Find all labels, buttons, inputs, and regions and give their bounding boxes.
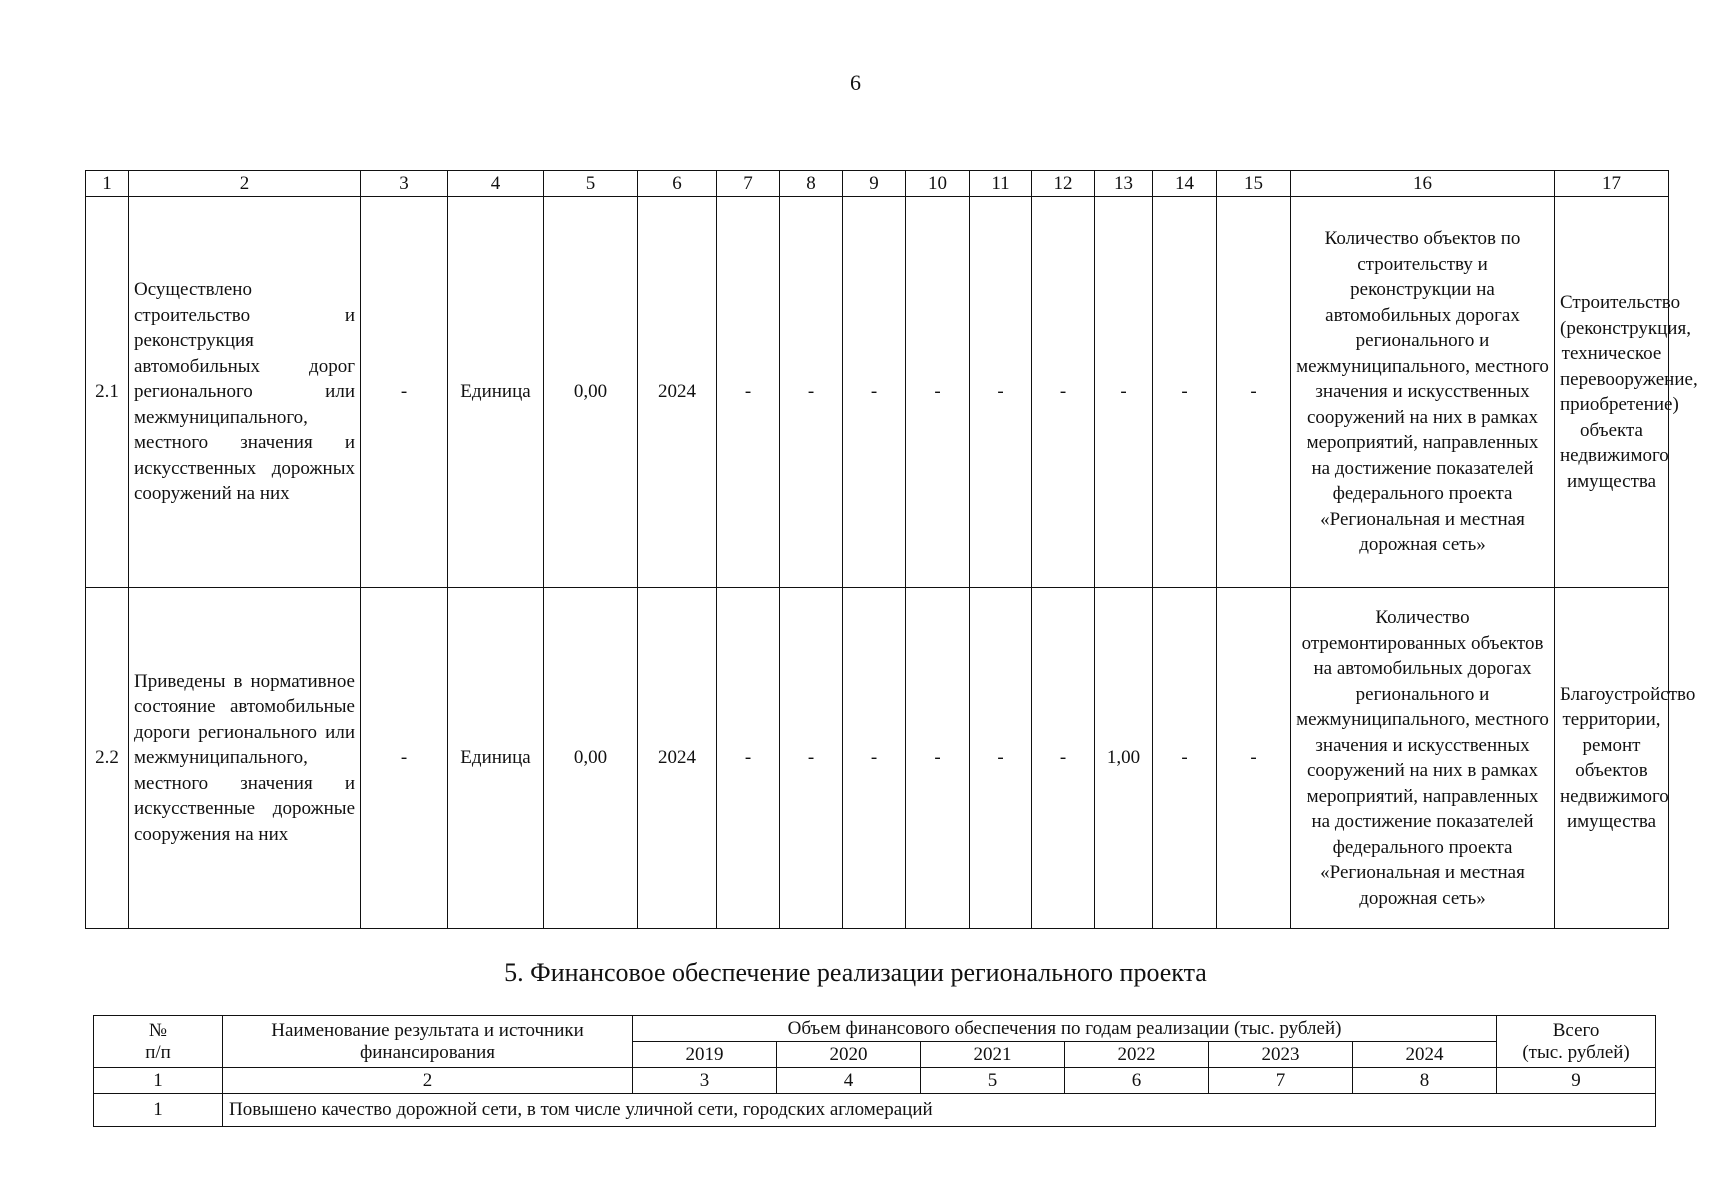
header-number-line2: п/п xyxy=(145,1041,171,1063)
year-header: 2020 xyxy=(777,1042,921,1068)
cell-col14: - xyxy=(1153,588,1217,929)
result-name: Приведены в нормативное состояние автомобильные дороги регионального или межмуниципального, местного значения и искусственные дорожные сооружения на них xyxy=(129,588,361,929)
cell-col9: - xyxy=(843,588,906,929)
cell-col13: - xyxy=(1095,197,1153,588)
column-number: 6 xyxy=(638,171,717,197)
column-number: 17 xyxy=(1555,171,1669,197)
year-header: 2022 xyxy=(1065,1042,1209,1068)
indicators-table xyxy=(85,170,1698,929)
cell-col7: - xyxy=(717,197,780,588)
header-result-line2: финансирования xyxy=(359,1041,496,1063)
column-number: 2 xyxy=(223,1068,633,1094)
column-number: 15 xyxy=(1217,171,1291,197)
row-number: 1 xyxy=(94,1094,223,1127)
characteristic-cell: Количество объектов по строительству и реконструкции на автомобильных дорогах регионального и межмуниципального, местного значения и искусственных сооружений на них в рамках мероприятий, направленных на достижение показателей федерального проекта «Региональная и местная дорожная сеть» xyxy=(1291,197,1555,588)
cell-col14: - xyxy=(1153,197,1217,588)
year-header: 2021 xyxy=(921,1042,1065,1068)
column-number: 6 xyxy=(1065,1068,1209,1094)
base-value-cell: 0,00 xyxy=(544,197,638,588)
unit-cell: Единица xyxy=(448,588,544,929)
type-cell: Благоустройство территории, ремонт объектов недвижимого имущества xyxy=(1555,588,1669,929)
column-number: 11 xyxy=(970,171,1032,197)
base-value-cell: 0,00 xyxy=(544,588,638,929)
unit-cell: Единица xyxy=(448,197,544,588)
header-result-name xyxy=(223,1016,633,1068)
cell-col15: - xyxy=(1217,197,1291,588)
type-cell: Строительство (реконструкция, техническое перевооружение, приобретение) объекта недвижимого имущества xyxy=(1555,197,1669,588)
year-header: 2023 xyxy=(1209,1042,1353,1068)
column-number: 3 xyxy=(633,1068,777,1094)
cell-col10: - xyxy=(906,588,970,929)
cell-col12: - xyxy=(1032,588,1095,929)
column-number: 10 xyxy=(906,171,970,197)
cell-col3: - xyxy=(361,197,448,588)
table-row xyxy=(86,197,1669,588)
column-number: 16 xyxy=(1291,171,1555,197)
column-number: 2 xyxy=(129,171,361,197)
column-number: 5 xyxy=(921,1068,1065,1094)
column-number: 12 xyxy=(1032,171,1095,197)
column-number: 4 xyxy=(777,1068,921,1094)
column-number: 14 xyxy=(1153,171,1217,197)
table-row xyxy=(86,588,1669,929)
row-number: 2.2 xyxy=(86,588,129,929)
year-cell: 2024 xyxy=(638,197,717,588)
cell-col15: - xyxy=(1217,588,1291,929)
column-number: 13 xyxy=(1095,171,1153,197)
table-row xyxy=(94,1094,1656,1127)
column-number: 3 xyxy=(361,171,448,197)
year-header: 2024 xyxy=(1353,1042,1497,1068)
column-number: 7 xyxy=(1209,1068,1353,1094)
column-number: 1 xyxy=(94,1068,223,1094)
row-number: 2.1 xyxy=(86,197,129,588)
cell-col11: - xyxy=(970,588,1032,929)
cell-col8: - xyxy=(780,588,843,929)
cell-col11: - xyxy=(970,197,1032,588)
cell-col9: - xyxy=(843,197,906,588)
cell-col13: 1,00 xyxy=(1095,588,1153,929)
cell-col3: - xyxy=(361,588,448,929)
cell-col7: - xyxy=(717,588,780,929)
column-number: 8 xyxy=(1353,1068,1497,1094)
column-number-row xyxy=(94,1068,1656,1094)
header-total xyxy=(1497,1016,1656,1068)
header-number xyxy=(94,1016,223,1068)
financing-table xyxy=(93,1015,1656,1127)
characteristic-cell: Количество отремонтированных объектов на автомобильных дорогах регионального и межмуниципального, местного значения и искусственных сооружений на них в рамках мероприятий, направленных на достижение показателей федерального проекта «Региональная и местная дорожная сеть» xyxy=(1291,588,1555,929)
page-number: 6 xyxy=(850,70,861,95)
cell-col8: - xyxy=(780,197,843,588)
result-name: Осуществлено строительство и реконструкция автомобильных дорог регионального или межмуниципального, местного значения и искусственных дорожных сооружений на них xyxy=(129,197,361,588)
cell-col10: - xyxy=(906,197,970,588)
header-number-line1: № xyxy=(148,1019,168,1041)
column-number-row xyxy=(86,171,1669,197)
header-total-line2: (тыс. рублей) xyxy=(1522,1041,1630,1063)
header-volume: Объем финансового обеспечения по годам реализации (тыс. рублей) xyxy=(633,1016,1497,1042)
column-number: 9 xyxy=(843,171,906,197)
header-result-line1: Наименование результата и источники xyxy=(271,1019,584,1041)
header-row xyxy=(94,1016,1656,1042)
column-number: 4 xyxy=(448,171,544,197)
section-title: 5. Финансовое обеспечение реализации регионального проекта xyxy=(504,958,1207,987)
result-title: Повышено качество дорожной сети, в том числе уличной сети, городских агломераций xyxy=(223,1094,1656,1127)
column-number: 1 xyxy=(86,171,129,197)
year-header: 2019 xyxy=(633,1042,777,1068)
column-number: 5 xyxy=(544,171,638,197)
cell-col12: - xyxy=(1032,197,1095,588)
column-number: 8 xyxy=(780,171,843,197)
header-total-line1: Всего xyxy=(1552,1019,1600,1041)
year-cell: 2024 xyxy=(638,588,717,929)
column-number: 9 xyxy=(1497,1068,1656,1094)
column-number: 7 xyxy=(717,171,780,197)
